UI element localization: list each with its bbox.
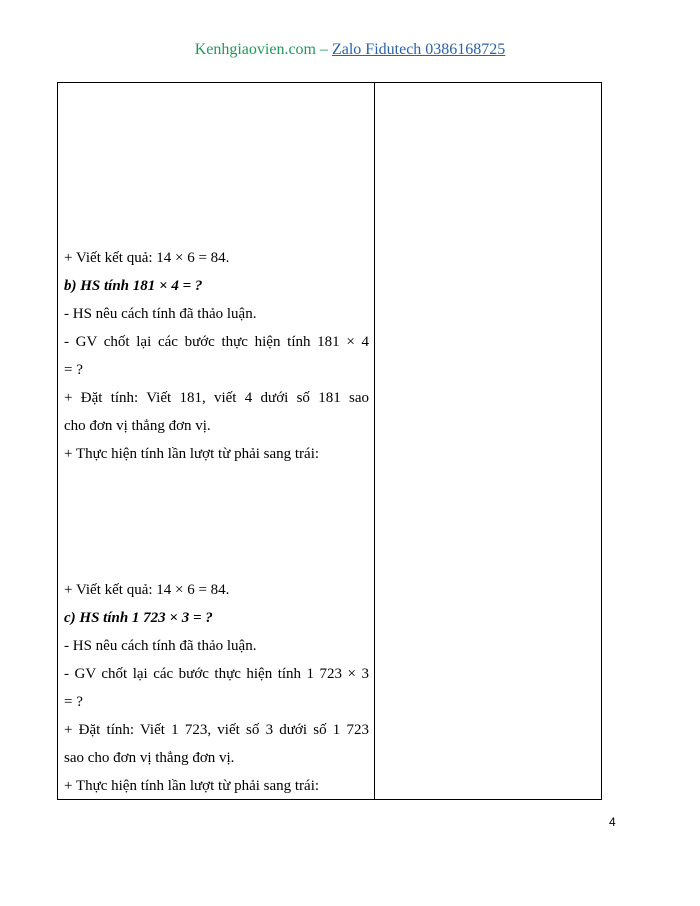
b-compute-line: + Thực hiện tính lần lượt từ phải sang trái: xyxy=(64,446,320,462)
page-number: 4 xyxy=(609,815,616,829)
c-summary-line-1: - GV chốt lại các bước thực hiện tính 1 723 × 3 xyxy=(64,666,369,682)
b-summary-line-2: = ? xyxy=(64,362,83,378)
b-result-line: + Viết kết quả: 14 × 6 = 84. xyxy=(64,250,230,266)
section-c-title: c) HS tính 1 723 × 3 = ? xyxy=(64,610,213,626)
b-discuss-line: - HS nêu cách tính đã thảo luận. xyxy=(64,306,257,322)
b-place-line-2: cho đơn vị thẳng đơn vị. xyxy=(64,418,211,434)
header-separator: – xyxy=(315,41,332,58)
c-result-line: + Viết kết quả: 14 × 6 = 84. xyxy=(64,582,230,598)
c-discuss-line: - HS nêu cách tính đã thảo luận. xyxy=(64,638,257,654)
c-summary-line-2: = ? xyxy=(64,694,83,710)
page-header xyxy=(0,40,700,60)
b-place-line-1: + Đặt tính: Viết 181, viết 4 dưới số 181 sao xyxy=(64,390,369,406)
header-zalo-link[interactable]: Zalo Fidutech 0386168725 xyxy=(331,41,506,58)
lesson-table xyxy=(57,82,602,800)
section-b-title: b) HS tính 181 × 4 = ? xyxy=(64,278,203,294)
c-compute-line: + Thực hiện tính lần lượt từ phải sang trái: xyxy=(64,778,320,794)
c-place-line-1: + Đặt tính: Viết 1 723, viết số 3 dưới số 1 723 xyxy=(64,722,369,738)
student-activity-column xyxy=(58,83,375,799)
b-summary-line-1: - GV chốt lại các bước thực hiện tính 181 × 4 xyxy=(64,334,369,350)
teacher-notes-column xyxy=(375,83,601,799)
c-place-line-2: sao cho đơn vị thẳng đơn vị. xyxy=(64,750,235,766)
header-site: Kenhgiaovien.com xyxy=(194,41,316,58)
